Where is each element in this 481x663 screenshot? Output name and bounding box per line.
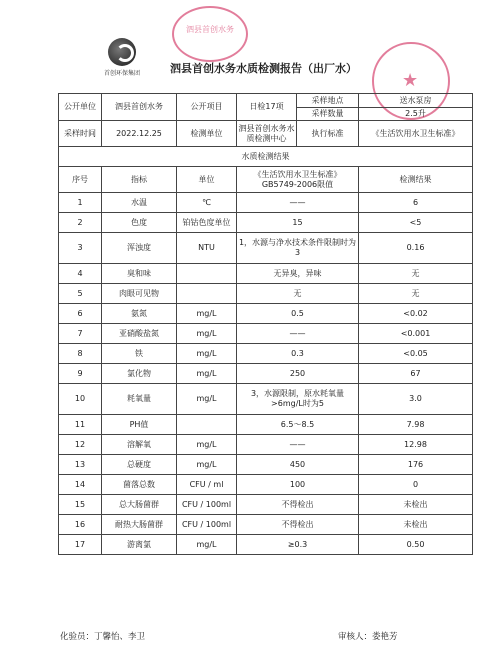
logo-icon bbox=[108, 38, 136, 66]
report-title: 泗县首创水务水质检测报告（出厂水） bbox=[170, 62, 357, 75]
table-row bbox=[59, 233, 473, 264]
cell-result: 6 bbox=[359, 193, 473, 213]
cell-limit: 无 bbox=[237, 284, 359, 304]
cell-unit: mg/L bbox=[177, 364, 237, 384]
cell-limit: 6.5～8.5 bbox=[237, 415, 359, 435]
cell-unit: ℃ bbox=[177, 193, 237, 213]
cell-name: 菌落总数 bbox=[102, 475, 177, 495]
cell-no: 12 bbox=[59, 435, 102, 455]
table-row bbox=[59, 193, 473, 213]
cell-unit: mg/L bbox=[177, 344, 237, 364]
cell-name: 臭和味 bbox=[102, 264, 177, 284]
cell-limit: 450 bbox=[237, 455, 359, 475]
cell-no: 1 bbox=[59, 193, 102, 213]
header-value: 泗县首创水务水质检测中心 bbox=[237, 121, 297, 147]
header-value: 日检17项 bbox=[237, 94, 297, 121]
section-row bbox=[59, 147, 473, 167]
cell-result: 3.0 bbox=[359, 384, 473, 415]
cell-no: 11 bbox=[59, 415, 102, 435]
cell-unit: CFU / 100ml bbox=[177, 515, 237, 535]
cell-no: 8 bbox=[59, 344, 102, 364]
cell-no: 2 bbox=[59, 213, 102, 233]
cell-limit: 无异臭，异味 bbox=[237, 264, 359, 284]
cell-name: 总大肠菌群 bbox=[102, 495, 177, 515]
cell-unit: CFU / ml bbox=[177, 475, 237, 495]
column-header-row bbox=[59, 167, 473, 193]
table-row bbox=[59, 324, 473, 344]
header-label: 公开项目 bbox=[177, 94, 237, 121]
cell-no: 14 bbox=[59, 475, 102, 495]
cell-limit: 1，水源与净水技术条件限制时为3 bbox=[237, 233, 359, 264]
table-row bbox=[59, 435, 473, 455]
report-table bbox=[58, 93, 473, 555]
cell-result: 无 bbox=[359, 264, 473, 284]
header-label: 执行标准 bbox=[297, 121, 359, 147]
cell-no: 6 bbox=[59, 304, 102, 324]
cell-limit: 250 bbox=[237, 364, 359, 384]
tester-signature: 化验员：丁馨怡、李卫 bbox=[60, 632, 146, 642]
column-header: 指标 bbox=[102, 167, 177, 193]
cell-unit: mg/L bbox=[177, 384, 237, 415]
cell-result: 0.50 bbox=[359, 535, 473, 555]
table-row bbox=[59, 455, 473, 475]
cell-no: 16 bbox=[59, 515, 102, 535]
table-row bbox=[59, 304, 473, 324]
section-title: 水质检测结果 bbox=[59, 147, 473, 167]
cell-limit: —— bbox=[237, 435, 359, 455]
column-header: 《生活饮用水卫生标准》GB5749-2006限值 bbox=[237, 167, 359, 193]
cell-no: 13 bbox=[59, 455, 102, 475]
cell-result: 12.98 bbox=[359, 435, 473, 455]
cell-name: 耗氧量 bbox=[102, 384, 177, 415]
cell-no: 17 bbox=[59, 535, 102, 555]
column-header: 检测结果 bbox=[359, 167, 473, 193]
cell-name: 亚硝酸盐氮 bbox=[102, 324, 177, 344]
cell-unit: mg/L bbox=[177, 535, 237, 555]
cell-unit: NTU bbox=[177, 233, 237, 264]
cell-result: <0.05 bbox=[359, 344, 473, 364]
table-row bbox=[59, 475, 473, 495]
cell-unit: CFU / 100ml bbox=[177, 495, 237, 515]
cell-result: <5 bbox=[359, 213, 473, 233]
table-row bbox=[59, 284, 473, 304]
cell-unit: mg/L bbox=[177, 324, 237, 344]
cell-no: 15 bbox=[59, 495, 102, 515]
cell-no: 7 bbox=[59, 324, 102, 344]
cell-limit: 15 bbox=[237, 213, 359, 233]
cell-name: 肉眼可见物 bbox=[102, 284, 177, 304]
cell-name: 水温 bbox=[102, 193, 177, 213]
cell-limit: 100 bbox=[237, 475, 359, 495]
cell-result: <0.02 bbox=[359, 304, 473, 324]
seal-stamp bbox=[172, 6, 248, 62]
header-label: 公开单位 bbox=[59, 94, 102, 121]
header-label: 采样数量 bbox=[297, 108, 359, 121]
company-logo bbox=[92, 38, 152, 77]
table-row bbox=[59, 364, 473, 384]
table-row bbox=[59, 264, 473, 284]
cell-limit: 不得检出 bbox=[237, 515, 359, 535]
cell-limit: ≥0.3 bbox=[237, 535, 359, 555]
header-label: 检测单位 bbox=[177, 121, 237, 147]
cell-limit: 0.3 bbox=[237, 344, 359, 364]
cell-unit: mg/L bbox=[177, 435, 237, 455]
table-row bbox=[59, 415, 473, 435]
cell-name: 色度 bbox=[102, 213, 177, 233]
column-header: 单位 bbox=[177, 167, 237, 193]
cell-result: 67 bbox=[359, 364, 473, 384]
seal-text: 泗县首创水务 bbox=[186, 25, 234, 34]
cell-no: 9 bbox=[59, 364, 102, 384]
table-row bbox=[59, 495, 473, 515]
cell-result: 176 bbox=[359, 455, 473, 475]
cell-name: PH值 bbox=[102, 415, 177, 435]
star-icon: ★ bbox=[402, 70, 419, 91]
reviewer-signature: 审核人：娄艳芳 bbox=[338, 632, 398, 642]
cell-unit bbox=[177, 415, 237, 435]
cell-name: 游离氯 bbox=[102, 535, 177, 555]
cell-name: 总硬度 bbox=[102, 455, 177, 475]
cell-unit: mg/L bbox=[177, 304, 237, 324]
cell-name: 浑浊度 bbox=[102, 233, 177, 264]
cell-no: 3 bbox=[59, 233, 102, 264]
cell-unit: 铂钴色度单位 bbox=[177, 213, 237, 233]
header-value: 《生活饮用水卫生标准》 bbox=[359, 121, 473, 147]
cell-result: 未检出 bbox=[359, 495, 473, 515]
cell-unit: mg/L bbox=[177, 455, 237, 475]
cell-name: 氨氮 bbox=[102, 304, 177, 324]
cell-limit: 不得检出 bbox=[237, 495, 359, 515]
header-value: 2022.12.25 bbox=[102, 121, 177, 147]
table-row bbox=[59, 384, 473, 415]
cell-result: 未检出 bbox=[359, 515, 473, 535]
cell-no: 10 bbox=[59, 384, 102, 415]
cell-limit: 3，水源限制，原水耗氧量>6mg/L时为5 bbox=[237, 384, 359, 415]
cell-name: 氯化物 bbox=[102, 364, 177, 384]
cell-limit: —— bbox=[237, 324, 359, 344]
cell-result: 无 bbox=[359, 284, 473, 304]
cell-limit: 0.5 bbox=[237, 304, 359, 324]
cell-result: <0.001 bbox=[359, 324, 473, 344]
table-row bbox=[59, 213, 473, 233]
cell-result: 0 bbox=[359, 475, 473, 495]
cell-no: 4 bbox=[59, 264, 102, 284]
cell-name: 铁 bbox=[102, 344, 177, 364]
header-row-1 bbox=[59, 94, 473, 108]
cell-result: 0.16 bbox=[359, 233, 473, 264]
header-label: 采样时间 bbox=[59, 121, 102, 147]
cell-unit bbox=[177, 284, 237, 304]
cell-result: 7.98 bbox=[359, 415, 473, 435]
table-row bbox=[59, 515, 473, 535]
cell-name: 耐热大肠菌群 bbox=[102, 515, 177, 535]
header-row-2 bbox=[59, 121, 473, 147]
logo-text: 首创环保集团 bbox=[103, 70, 140, 77]
cell-unit bbox=[177, 264, 237, 284]
column-header: 序号 bbox=[59, 167, 102, 193]
cell-no: 5 bbox=[59, 284, 102, 304]
header-label: 采样地点 bbox=[297, 94, 359, 108]
header-value: 送水泵房 bbox=[359, 94, 473, 108]
table-row bbox=[59, 344, 473, 364]
table-row bbox=[59, 535, 473, 555]
cell-limit: —— bbox=[237, 193, 359, 213]
header-value: 2.5升 bbox=[359, 108, 473, 121]
header-value: 泗县首创水务 bbox=[102, 94, 177, 121]
cell-name: 溶解氧 bbox=[102, 435, 177, 455]
